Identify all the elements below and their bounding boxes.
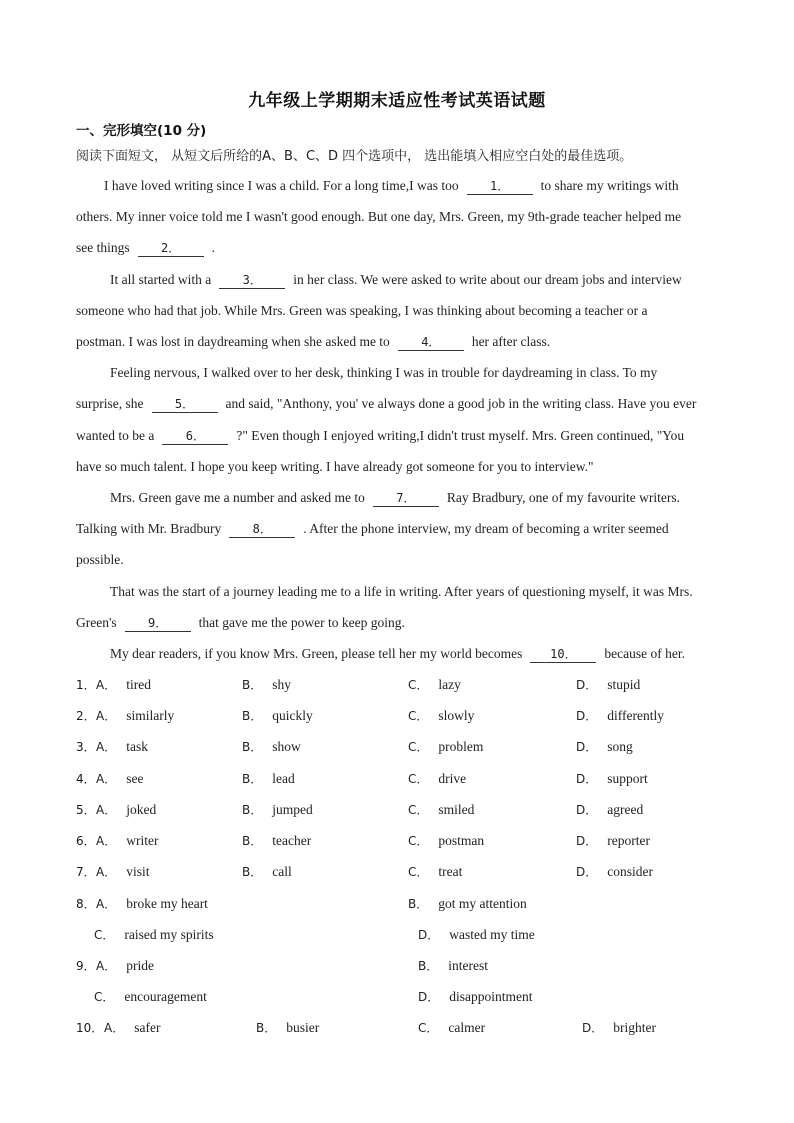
passage-line-16 bbox=[76, 644, 744, 664]
text: Talking with Mr. Bradbury bbox=[76, 521, 222, 536]
option-letter: C． bbox=[418, 1021, 439, 1035]
option-text: show bbox=[272, 739, 301, 754]
option-text: similarly bbox=[126, 708, 175, 723]
question-number: 9． bbox=[76, 959, 96, 973]
option-2d[interactable] bbox=[576, 706, 664, 726]
option-text: consider bbox=[607, 864, 653, 879]
text: to share my writings with bbox=[540, 178, 679, 193]
option-text: brighter bbox=[613, 1020, 656, 1035]
option-10c[interactable] bbox=[418, 1018, 485, 1038]
option-letter: A． bbox=[96, 740, 117, 754]
option-3d[interactable] bbox=[576, 737, 633, 757]
passage-line-6 bbox=[76, 332, 744, 352]
option-text: stupid bbox=[607, 677, 641, 692]
option-6a[interactable] bbox=[96, 831, 158, 851]
option-7c[interactable] bbox=[408, 862, 462, 882]
option-text: reporter bbox=[607, 833, 650, 848]
option-letter: C． bbox=[408, 772, 429, 786]
option-text: encouragement bbox=[124, 989, 207, 1004]
text: I have loved writing since I was a child. For a long time,I was too bbox=[104, 178, 459, 193]
option-5a[interactable] bbox=[96, 800, 156, 820]
option-3c[interactable] bbox=[408, 737, 483, 757]
option-letter: D． bbox=[576, 772, 598, 786]
option-text: quickly bbox=[272, 708, 313, 723]
option-text: see bbox=[126, 771, 144, 786]
option-6d[interactable] bbox=[576, 831, 650, 851]
option-letter: B． bbox=[242, 772, 263, 786]
option-letter: A． bbox=[96, 709, 117, 723]
option-1c[interactable] bbox=[408, 675, 461, 695]
option-letter: B． bbox=[256, 1021, 277, 1035]
option-3b[interactable] bbox=[242, 737, 301, 757]
blank-1: 1． bbox=[467, 178, 533, 195]
option-text: treat bbox=[438, 864, 463, 879]
option-text: jumped bbox=[272, 802, 313, 817]
option-letter: C． bbox=[94, 990, 115, 1004]
option-1a[interactable] bbox=[96, 675, 151, 695]
text: . After the phone interview, my dream of becoming a writer seemed bbox=[303, 521, 669, 536]
option-text: safer bbox=[134, 1020, 161, 1035]
option-letter: B． bbox=[242, 678, 263, 692]
text: surprise, she bbox=[76, 396, 144, 411]
option-letter: B． bbox=[242, 709, 263, 723]
option-text: problem bbox=[438, 739, 484, 754]
option-text: shy bbox=[272, 677, 291, 692]
passage-line-8 bbox=[76, 394, 744, 414]
option-8b[interactable] bbox=[408, 894, 527, 914]
option-letter: C． bbox=[408, 709, 429, 723]
option-text: smiled bbox=[438, 802, 475, 817]
option-10d[interactable] bbox=[582, 1018, 656, 1038]
passage-line-1 bbox=[76, 176, 744, 196]
blank-2: 2． bbox=[138, 240, 204, 257]
option-7b[interactable] bbox=[242, 862, 292, 882]
option-letter: A． bbox=[96, 678, 117, 692]
passage-line-15 bbox=[76, 613, 744, 633]
option-letter: D． bbox=[576, 834, 598, 848]
option-text: drive bbox=[438, 771, 467, 786]
option-10a[interactable] bbox=[104, 1018, 160, 1038]
blank-5: 5． bbox=[152, 396, 218, 413]
option-8c[interactable] bbox=[94, 925, 214, 945]
option-letter: D． bbox=[576, 865, 598, 879]
question-number: 1． bbox=[76, 678, 96, 692]
option-10b[interactable] bbox=[256, 1018, 319, 1038]
option-8d[interactable] bbox=[418, 925, 535, 945]
option-letter: B． bbox=[242, 865, 263, 879]
question-number: 10． bbox=[76, 1021, 104, 1035]
text: postman. I was lost in daydreaming when she asked me to bbox=[76, 334, 390, 349]
question-number: 6． bbox=[76, 834, 96, 848]
text: and said, "Anthony, you' ve always done a good job in the writing class. Have you ever bbox=[225, 396, 697, 411]
option-letter: A． bbox=[96, 834, 117, 848]
option-6c[interactable] bbox=[408, 831, 484, 851]
option-3a[interactable] bbox=[96, 737, 148, 757]
option-text: song bbox=[607, 739, 633, 754]
option-9b[interactable] bbox=[418, 956, 488, 976]
option-text: raised my spirits bbox=[124, 927, 214, 942]
option-1b[interactable] bbox=[242, 675, 291, 695]
option-letter: B． bbox=[242, 834, 263, 848]
option-letter: C． bbox=[408, 865, 429, 879]
option-letter: C． bbox=[408, 834, 429, 848]
passage-line-2: others. My inner voice told me I wasn't good enough. But one day, Mrs. Green, my 9th-grade teacher helped me bbox=[76, 209, 682, 224]
text: wanted to be a bbox=[76, 428, 155, 443]
section-heading: 一、完形填空(10 分) bbox=[76, 123, 207, 139]
option-text: joked bbox=[126, 802, 157, 817]
option-text: slowly bbox=[438, 708, 475, 723]
blank-4: 4． bbox=[398, 334, 464, 351]
text: Mrs. Green gave me a number and asked me to bbox=[110, 490, 365, 505]
passage-line-5: someone who had that job. While Mrs. Green was speaking, I was thinking about becoming a teacher or a bbox=[76, 303, 648, 318]
blank-3: 3． bbox=[219, 272, 285, 289]
option-text: lazy bbox=[438, 677, 461, 692]
option-5c[interactable] bbox=[408, 800, 474, 820]
option-letter: B． bbox=[418, 959, 439, 973]
option-4b[interactable] bbox=[242, 769, 295, 789]
option-letter: D． bbox=[576, 709, 598, 723]
option-2b[interactable] bbox=[242, 706, 313, 726]
option-text: wasted my time bbox=[449, 927, 535, 942]
passage-line-13: possible. bbox=[76, 552, 124, 567]
text: see things bbox=[76, 240, 130, 255]
option-letter: C． bbox=[408, 740, 429, 754]
instructions: 阅读下面短文， 从短文后所给的A、B、C、D 四个选项中， 选出能填入相应空白处的最佳选项。 bbox=[76, 149, 633, 164]
blank-7: 7． bbox=[373, 490, 439, 507]
passage-line-11 bbox=[76, 488, 744, 508]
option-text: postman bbox=[438, 833, 485, 848]
option-text: got my attention bbox=[438, 896, 527, 911]
passage-line-12 bbox=[76, 519, 744, 539]
passage-line-4 bbox=[76, 270, 744, 290]
option-letter: D． bbox=[582, 1021, 604, 1035]
option-7d[interactable] bbox=[576, 862, 653, 882]
option-letter: D． bbox=[576, 803, 598, 817]
option-text: teacher bbox=[272, 833, 312, 848]
passage-line-7: Feeling nervous, I walked over to her desk, thinking I was in trouble for daydreaming in class. To my bbox=[110, 365, 658, 380]
passage-line-14: That was the start of a journey leading me to a life in writing. After years of questioning myself, it was Mrs. bbox=[110, 584, 693, 599]
blank-9: 9． bbox=[125, 615, 191, 632]
option-text: visit bbox=[126, 864, 150, 879]
option-letter: A． bbox=[96, 803, 117, 817]
text: . bbox=[211, 240, 215, 255]
option-text: calmer bbox=[448, 1020, 486, 1035]
option-text: task bbox=[126, 739, 148, 754]
blank-6: 6． bbox=[162, 428, 228, 445]
option-letter: D． bbox=[418, 990, 440, 1004]
option-5d[interactable] bbox=[576, 800, 643, 820]
option-text: writer bbox=[126, 833, 159, 848]
blank-10: 10． bbox=[530, 646, 596, 663]
option-letter: B． bbox=[242, 803, 263, 817]
option-5b[interactable] bbox=[242, 800, 313, 820]
option-letter: C． bbox=[94, 928, 115, 942]
option-letter: D． bbox=[418, 928, 440, 942]
option-text: differently bbox=[607, 708, 664, 723]
text: Green's bbox=[76, 615, 117, 630]
option-text: interest bbox=[448, 958, 488, 973]
option-2a[interactable] bbox=[96, 706, 174, 726]
option-6b[interactable] bbox=[242, 831, 311, 851]
option-8a[interactable] bbox=[96, 894, 208, 914]
option-text: disappointment bbox=[449, 989, 533, 1004]
passage-line-3 bbox=[76, 238, 744, 258]
question-number: 5． bbox=[76, 803, 96, 817]
passage-line-9 bbox=[76, 426, 744, 446]
option-4c[interactable] bbox=[408, 769, 466, 789]
text: Ray Bradbury, one of my favourite writers. bbox=[446, 490, 680, 505]
option-text: busier bbox=[286, 1020, 320, 1035]
option-text: support bbox=[607, 771, 648, 786]
option-1d[interactable] bbox=[576, 675, 640, 695]
option-letter: D． bbox=[576, 740, 598, 754]
text: It all started with a bbox=[110, 272, 212, 287]
option-9d[interactable] bbox=[418, 987, 533, 1007]
option-4d[interactable] bbox=[576, 769, 648, 789]
text: My dear readers, if you know Mrs. Green, please tell her my world becomes bbox=[110, 646, 523, 661]
option-7a[interactable] bbox=[96, 862, 149, 882]
option-letter: A． bbox=[96, 897, 117, 911]
option-letter: B． bbox=[242, 740, 263, 754]
option-text: broke my heart bbox=[126, 896, 208, 911]
passage-line-10: have so much talent. I hope you keep writing. I have already got someone for you to interview." bbox=[76, 459, 594, 474]
option-letter: A． bbox=[96, 865, 117, 879]
option-letter: B． bbox=[408, 897, 429, 911]
text: that gave me the power to keep going. bbox=[198, 615, 405, 630]
option-text: pride bbox=[126, 958, 154, 973]
text: in her class. We were asked to write about our dream jobs and interview bbox=[293, 272, 682, 287]
question-number: 2． bbox=[76, 709, 96, 723]
option-letter: A． bbox=[96, 772, 117, 786]
option-2c[interactable] bbox=[408, 706, 474, 726]
option-4a[interactable] bbox=[96, 769, 143, 789]
text: her after class. bbox=[471, 334, 551, 349]
option-letter: A． bbox=[96, 959, 117, 973]
text: ?" Even though I enjoyed writing,I didn't trust myself. Mrs. Green continued, "You bbox=[236, 428, 685, 443]
question-number: 8． bbox=[76, 897, 96, 911]
option-letter: C． bbox=[408, 678, 429, 692]
question-number: 4． bbox=[76, 772, 96, 786]
page-title: 九年级上学期期末适应性考试英语试题 bbox=[248, 91, 546, 111]
option-text: lead bbox=[272, 771, 295, 786]
blank-8: 8． bbox=[229, 521, 295, 538]
option-9a[interactable] bbox=[96, 956, 154, 976]
question-number: 3． bbox=[76, 740, 96, 754]
option-9c[interactable] bbox=[94, 987, 207, 1007]
text: because of her. bbox=[604, 646, 685, 661]
question-number: 7． bbox=[76, 865, 96, 879]
option-text: call bbox=[272, 864, 292, 879]
option-text: tired bbox=[126, 677, 151, 692]
option-letter: D． bbox=[576, 678, 598, 692]
option-letter: A． bbox=[104, 1021, 125, 1035]
option-letter: C． bbox=[408, 803, 429, 817]
option-text: agreed bbox=[607, 802, 644, 817]
